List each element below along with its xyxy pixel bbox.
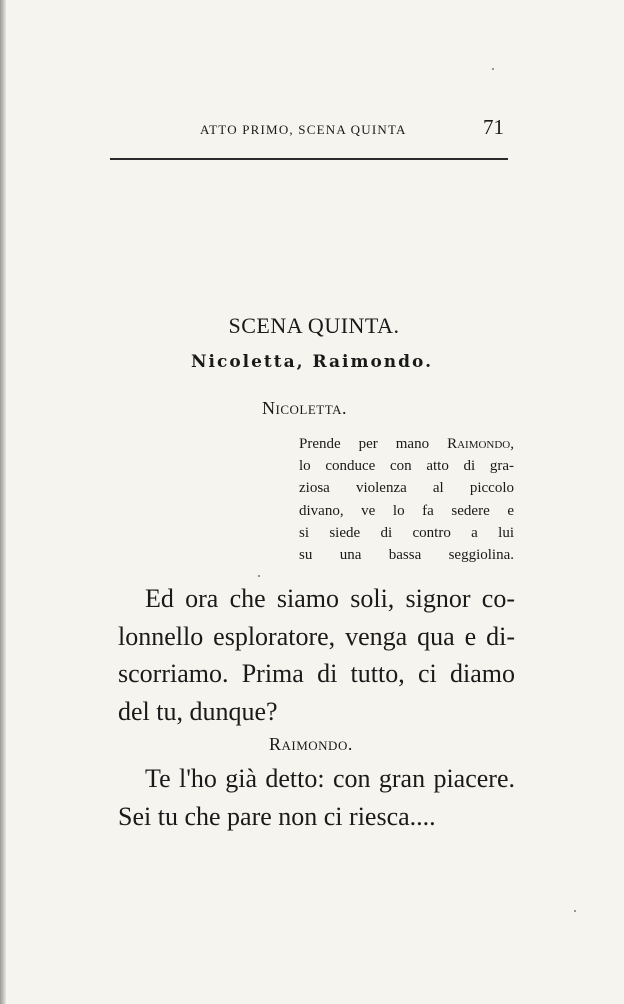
stage-direction — [299, 433, 514, 566]
stage-direction-line: si siede di contro a lui — [299, 524, 514, 541]
speaker-name: Nicoletta. — [262, 398, 347, 418]
scene-characters: Nicoletta, Raimondo. — [190, 352, 434, 372]
character-name: Raimondo, — [447, 436, 514, 452]
dialogue-line: scorriamo. Prima di tutto, ci diamo — [118, 659, 515, 688]
page-binding-edge — [0, 0, 6, 1004]
dialogue-block — [118, 760, 515, 835]
dialogue-line: del tu, dunque? — [118, 696, 278, 726]
stage-direction-line: su una bassa seggiolina. — [299, 547, 514, 564]
stage-direction-line: ziosa violenza al piccolo — [299, 480, 514, 497]
running-head: ATTO PRIMO, SCENA QUINTA — [200, 122, 407, 137]
dialogue-line: Sei tu che pare non ci riesca.... — [118, 801, 436, 831]
page-number: 71 — [483, 115, 504, 139]
header-rule — [110, 158, 508, 160]
stage-direction-text: Prende per mano — [299, 436, 448, 452]
paper-speck — [492, 68, 494, 70]
paper-speck — [258, 575, 260, 577]
stage-direction-line: divano, ve lo fa sedere e — [299, 502, 514, 519]
dialogue-block — [118, 580, 515, 730]
stage-direction-line: lo conduce con atto di gra- — [299, 458, 514, 475]
dialogue-line: Te l'ho già detto: con gran piacere. — [145, 764, 515, 793]
paper-speck — [574, 910, 576, 912]
stage-direction-line — [299, 433, 514, 455]
dialogue-line: Ed ora che siamo soli, signor co- — [145, 584, 515, 613]
dialogue-line: lonnello esploratore, venga qua e di- — [118, 621, 515, 651]
scene-title: SCENA QUINTA. — [228, 313, 400, 338]
speaker-name: Raimondo. — [269, 734, 353, 754]
